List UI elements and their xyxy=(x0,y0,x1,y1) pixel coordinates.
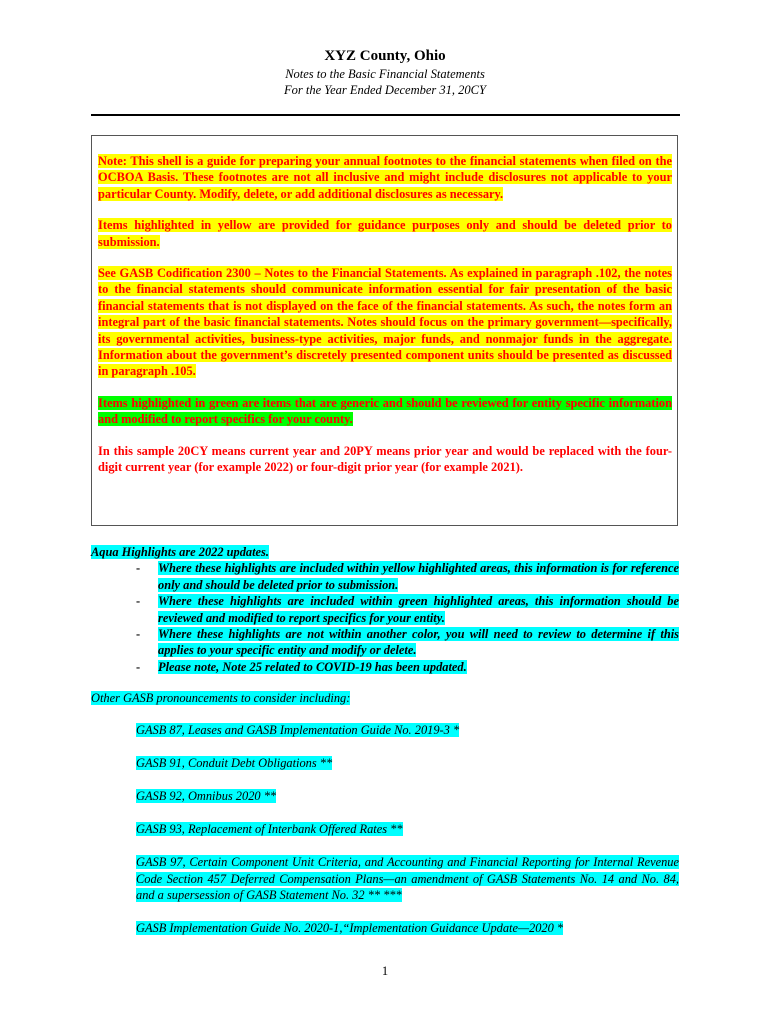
note-paragraph-yellow-items: Items highlighted in yellow are provided for guidance purposes only and should be deleted prior to submission. xyxy=(98,218,672,249)
page-number: 1 xyxy=(381,964,389,978)
list-item: - Where these highlights are included within green highlighted areas, this information should be reviewed and modified to report specifics for your entity. xyxy=(136,594,679,625)
header-divider xyxy=(91,114,680,116)
note-paragraph-green-items: Items highlighted in green are items that are generic and should be reviewed for entity specific information and modified to report specifics for your county. xyxy=(98,395,672,427)
aqua-heading: Aqua Highlights are 2022 updates. xyxy=(91,545,269,559)
aqua-list xyxy=(91,560,679,675)
list-item: - Where these highlights are not within another color, you will need to review to determine if this applies to your specific entity and modify or delete. xyxy=(136,627,679,658)
aqua-updates-section xyxy=(91,544,679,675)
gasb-item: GASB 97, Certain Component Unit Criteria, and Accounting and Financial Reporting for Internal Revenue Code Section 457 Deferred Compensation Plans—an amendment of GASB Statements No. 14 and No. 84, and a supersession of GASB Statement No. 32 ** *** xyxy=(136,855,679,903)
gasb-item: GASB 91, Conduit Debt Obligations ** xyxy=(136,756,333,771)
guidance-note-box xyxy=(91,135,678,526)
gasb-intro: Other GASB pronouncements to consider including: xyxy=(91,691,351,705)
document-subtitle: Notes to the Basic Financial Statements xyxy=(285,67,485,81)
gasb-item: GASB Implementation Guide No. 2020-1,“Implementation Guidance Update—2020 * xyxy=(136,921,564,936)
note-paragraph-gasb-codification: See GASB Codification 2300 – Notes to the Financial Statements. As explained in paragraph .102, the notes to the financial statements should communicate information essential for fair presentation of the basic financial statements that is not displayed on the face of the financial statements. As such, the notes form an integral part of the basic financial statements. Notes should focus on the primary government—specifically, its governmental activities, business-type activities, major funds, and nonmajor funds in the aggregate. Information about the government’s discretely presented component units should be presented as discussed in paragraph .105. xyxy=(98,266,672,379)
note-paragraph-shell-guide: Note: This shell is a guide for preparing your annual footnotes to the financial statements when filed on the OCBOA Basis. These footnotes are not all inclusive and might include disclosures not applicable to your particular County. Modify, delete, or add additional disclosures as necessary. xyxy=(98,154,672,201)
reporting-period: For the Year Ended December 31, 20CY xyxy=(284,83,486,97)
gasb-item: GASB 92, Omnibus 2020 ** xyxy=(136,789,277,804)
gasb-item: GASB 93, Replacement of Interbank Offered Rates ** xyxy=(136,822,403,837)
list-item: - Please note, Note 25 related to COVID-19 has been updated. xyxy=(136,659,467,674)
note-paragraph-sample-years: In this sample 20CY means current year and 20PY means prior year and would be replaced with the four-digit current year (for example 2022) or four-digit prior year (for example 2021). xyxy=(98,443,672,475)
list-item: - Where these highlights are included within yellow highlighted areas, this information is for reference only and should be deleted prior to submission. xyxy=(136,561,679,592)
document-header xyxy=(0,47,770,98)
gasb-item: GASB 87, Leases and GASB Implementation Guide No. 2019-3 * xyxy=(136,723,460,738)
gasb-pronouncements-section xyxy=(91,690,679,953)
county-title: XYZ County, Ohio xyxy=(324,48,446,64)
